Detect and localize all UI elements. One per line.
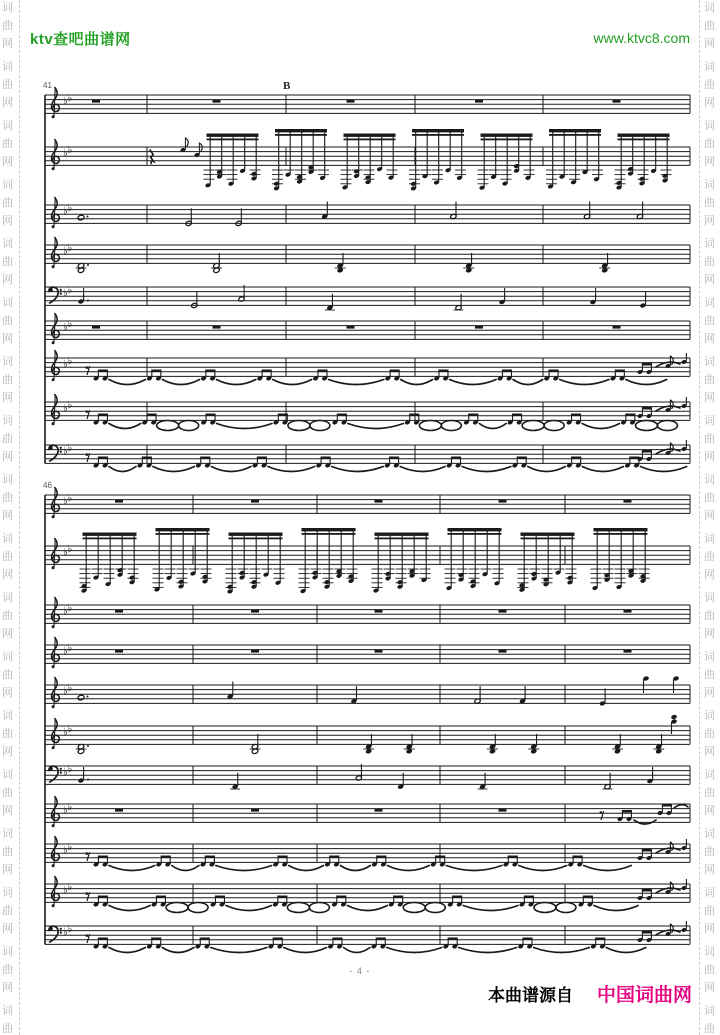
- svg-text:♭: ♭: [63, 288, 68, 299]
- svg-text:♭: ♭: [67, 802, 73, 813]
- watermark-char: 词: [2, 1005, 13, 1017]
- svg-text:♭: ♭: [63, 927, 68, 938]
- svg-text:♭: ♭: [67, 683, 73, 694]
- score-system: [43, 80, 690, 472]
- svg-text:♭: ♭: [67, 443, 73, 454]
- watermark-char: 词: [2, 297, 13, 309]
- watermark-char: 曲: [704, 374, 715, 386]
- score-system: [43, 481, 690, 953]
- svg-text:♭: ♭: [67, 842, 73, 853]
- staff-treble: [45, 395, 690, 431]
- staff-treble: [45, 351, 690, 385]
- watermark-char: 词: [2, 356, 13, 368]
- watermark-char: 曲: [704, 669, 715, 681]
- watermark-char: 词: [2, 710, 13, 722]
- watermark-char: 词: [704, 1005, 715, 1017]
- watermark-char: 网: [704, 923, 715, 935]
- watermark-char: 词: [2, 120, 13, 132]
- watermark-char: 曲: [704, 492, 715, 504]
- watermark-char: 曲: [2, 787, 13, 799]
- watermark-char: 词: [2, 61, 13, 73]
- watermark-char: 网: [2, 333, 13, 345]
- svg-text:♭: ♭: [63, 805, 68, 816]
- watermark-char: 网: [2, 628, 13, 640]
- watermark-char: 曲: [2, 610, 13, 622]
- watermark-char: 曲: [704, 905, 715, 917]
- svg-text:♭: ♭: [63, 646, 68, 657]
- watermark-char: 网: [2, 215, 13, 227]
- watermark-char: 曲: [2, 79, 13, 91]
- watermark-char: 曲: [2, 669, 13, 681]
- staff-treble: [45, 598, 690, 629]
- staff-treble: [45, 314, 690, 345]
- watermark-char: 词: [2, 474, 13, 486]
- watermark-char: 曲: [704, 197, 715, 209]
- staff-bass: [45, 764, 690, 790]
- watermark-char: 曲: [2, 374, 13, 386]
- watermark-char: 网: [2, 864, 13, 876]
- svg-text:♭: ♭: [63, 246, 68, 257]
- svg-text:♭: ♭: [67, 643, 73, 654]
- watermark-char: 词: [704, 769, 715, 781]
- watermark-char: 词: [2, 828, 13, 840]
- watermark-char: 网: [704, 805, 715, 817]
- watermark-char: 曲: [2, 20, 13, 32]
- svg-text:♭: ♭: [67, 544, 73, 555]
- staff-treble: [45, 714, 690, 754]
- watermark-char: 网: [704, 392, 715, 404]
- staff-treble: [45, 528, 690, 594]
- watermark-char: 词: [2, 592, 13, 604]
- svg-text:♭: ♭: [67, 724, 73, 735]
- svg-text:♭: ♭: [67, 764, 73, 775]
- watermark-char: 词: [2, 533, 13, 545]
- staff-treble: [45, 877, 690, 913]
- watermark-char: 词: [704, 61, 715, 73]
- staff-treble: [45, 88, 690, 119]
- svg-text:B: B: [283, 80, 291, 92]
- watermark-char: 网: [2, 746, 13, 758]
- svg-text:♭: ♭: [67, 285, 73, 296]
- watermark-char: 词: [2, 2, 13, 14]
- watermark-char: 词: [2, 887, 13, 899]
- watermark-char: 网: [704, 215, 715, 227]
- watermark-char: 曲: [2, 138, 13, 150]
- watermark-char: 网: [704, 274, 715, 286]
- watermark-char: 词: [704, 179, 715, 191]
- watermark-char: 网: [704, 687, 715, 699]
- watermark-char: 曲: [704, 20, 715, 32]
- watermark-char: 曲: [2, 551, 13, 563]
- watermark-char: 网: [704, 746, 715, 758]
- svg-text:♭: ♭: [63, 359, 68, 370]
- staff-bass: [45, 285, 690, 311]
- watermark-char: 曲: [2, 905, 13, 917]
- watermark-char: 词: [704, 120, 715, 132]
- watermark-char: 网: [2, 982, 13, 994]
- watermark-char: 词: [704, 533, 715, 545]
- watermark-char: 网: [704, 628, 715, 640]
- watermark-char: 曲: [2, 315, 13, 327]
- svg-text:♭: ♭: [63, 767, 68, 778]
- watermark-char: 曲: [704, 787, 715, 799]
- staff-treble: [45, 638, 690, 669]
- watermark-char: 网: [2, 156, 13, 168]
- watermark-char: 曲: [2, 197, 13, 209]
- watermark-char: 词: [704, 356, 715, 368]
- watermark-char: 曲: [2, 492, 13, 504]
- svg-text:♭: ♭: [67, 243, 73, 254]
- svg-text:♭: ♭: [63, 403, 68, 414]
- watermark-char: 词: [2, 179, 13, 191]
- watermark-char: 曲: [704, 79, 715, 91]
- watermark-char: 词: [2, 651, 13, 663]
- watermark-char: 词: [704, 828, 715, 840]
- svg-text:♭: ♭: [67, 356, 73, 367]
- watermark-char: 网: [704, 982, 715, 994]
- footer-attribution: [488, 980, 692, 1007]
- watermark-char: 曲: [704, 610, 715, 622]
- watermark-char: 词: [2, 946, 13, 958]
- watermark-char: 曲: [704, 846, 715, 858]
- staff-bass: [45, 921, 690, 953]
- staff-treble: [45, 488, 690, 519]
- watermark-char: 网: [2, 38, 13, 50]
- watermark-char: 词: [704, 474, 715, 486]
- watermark-char: 网: [704, 38, 715, 50]
- site-name: ktv查吧曲谱网: [30, 31, 131, 48]
- staff-treble: [45, 797, 690, 828]
- svg-text:♭: ♭: [67, 93, 73, 104]
- watermark-char: 曲: [2, 964, 13, 976]
- watermark-char: 词: [2, 769, 13, 781]
- watermark-char: 曲: [704, 256, 715, 268]
- svg-text:♭: ♭: [67, 319, 73, 330]
- watermark-char: 词: [704, 297, 715, 309]
- svg-text:♭: ♭: [63, 547, 68, 558]
- watermark-char: 网: [704, 156, 715, 168]
- svg-text:♭: ♭: [63, 885, 68, 896]
- watermark-char: 曲: [704, 315, 715, 327]
- site-url: www.ktvc8.com: [593, 30, 690, 46]
- watermark-char: 曲: [2, 1023, 13, 1035]
- watermark-char: 网: [2, 687, 13, 699]
- watermark-char: 网: [2, 274, 13, 286]
- watermark-char: 曲: [704, 138, 715, 150]
- watermark-char: 词: [704, 946, 715, 958]
- watermark-char: 曲: [704, 964, 715, 976]
- watermark-char: 网: [2, 451, 13, 463]
- staff-treble: [45, 238, 690, 274]
- watermark-char: 曲: [2, 256, 13, 268]
- watermark-char: 词: [704, 415, 715, 427]
- svg-text:41: 41: [43, 81, 52, 90]
- svg-text:♭: ♭: [67, 603, 73, 614]
- watermark-char: 词: [2, 238, 13, 250]
- svg-text:♭: ♭: [63, 496, 68, 507]
- watermark-char: 词: [704, 651, 715, 663]
- watermark-char: 网: [2, 510, 13, 522]
- watermark-char: 词: [704, 887, 715, 899]
- svg-text:♭: ♭: [63, 322, 68, 333]
- watermark-char: 词: [704, 592, 715, 604]
- watermark-char: 网: [704, 333, 715, 345]
- watermark-char: 曲: [704, 728, 715, 740]
- watermark-char: 网: [704, 569, 715, 581]
- svg-text:♭: ♭: [67, 493, 73, 504]
- svg-text:♭: ♭: [67, 400, 73, 411]
- watermark-char: 曲: [2, 728, 13, 740]
- svg-text:♭: ♭: [67, 203, 73, 214]
- staff-treble: [45, 837, 690, 871]
- watermark-char: 网: [704, 864, 715, 876]
- svg-text:♭: ♭: [63, 727, 68, 738]
- svg-text:♭: ♭: [67, 924, 73, 935]
- watermark-char: 网: [704, 510, 715, 522]
- svg-text:♭: ♭: [63, 206, 68, 217]
- page-number: - 4 -: [349, 966, 371, 976]
- watermark-char: 网: [704, 97, 715, 109]
- attribution-site-name: 中国词曲网: [596, 985, 692, 1006]
- watermark-char: 曲: [704, 433, 715, 445]
- staff-treble: [45, 198, 690, 229]
- watermark-char: 曲: [2, 846, 13, 858]
- staff-bass: [45, 440, 690, 472]
- svg-text:♭: ♭: [63, 446, 68, 457]
- watermark-char: 词: [704, 710, 715, 722]
- watermark-char: 曲: [704, 551, 715, 563]
- svg-text:46: 46: [43, 481, 52, 490]
- svg-text:♭: ♭: [63, 96, 68, 107]
- watermark-char: 词: [2, 415, 13, 427]
- staff-treble: [45, 129, 690, 191]
- watermark-char: 网: [2, 923, 13, 935]
- svg-text:♭: ♭: [63, 686, 68, 697]
- svg-text:♭: ♭: [63, 148, 68, 159]
- svg-text:♭: ♭: [67, 145, 73, 156]
- svg-text:♭: ♭: [63, 845, 68, 856]
- attribution-text: 本曲谱源自: [487, 986, 573, 1005]
- watermark-char: 词: [704, 2, 715, 14]
- watermark-char: 网: [2, 392, 13, 404]
- watermark-char: 词: [704, 238, 715, 250]
- svg-text:♭: ♭: [67, 882, 73, 893]
- watermark-char: 网: [2, 805, 13, 817]
- watermark-char: 网: [2, 569, 13, 581]
- staff-treble: [45, 676, 690, 709]
- watermark-char: 网: [704, 451, 715, 463]
- watermark-char: 曲: [704, 1023, 715, 1035]
- watermark-char: 网: [2, 97, 13, 109]
- watermark-char: 曲: [2, 433, 13, 445]
- svg-text:♭: ♭: [63, 606, 68, 617]
